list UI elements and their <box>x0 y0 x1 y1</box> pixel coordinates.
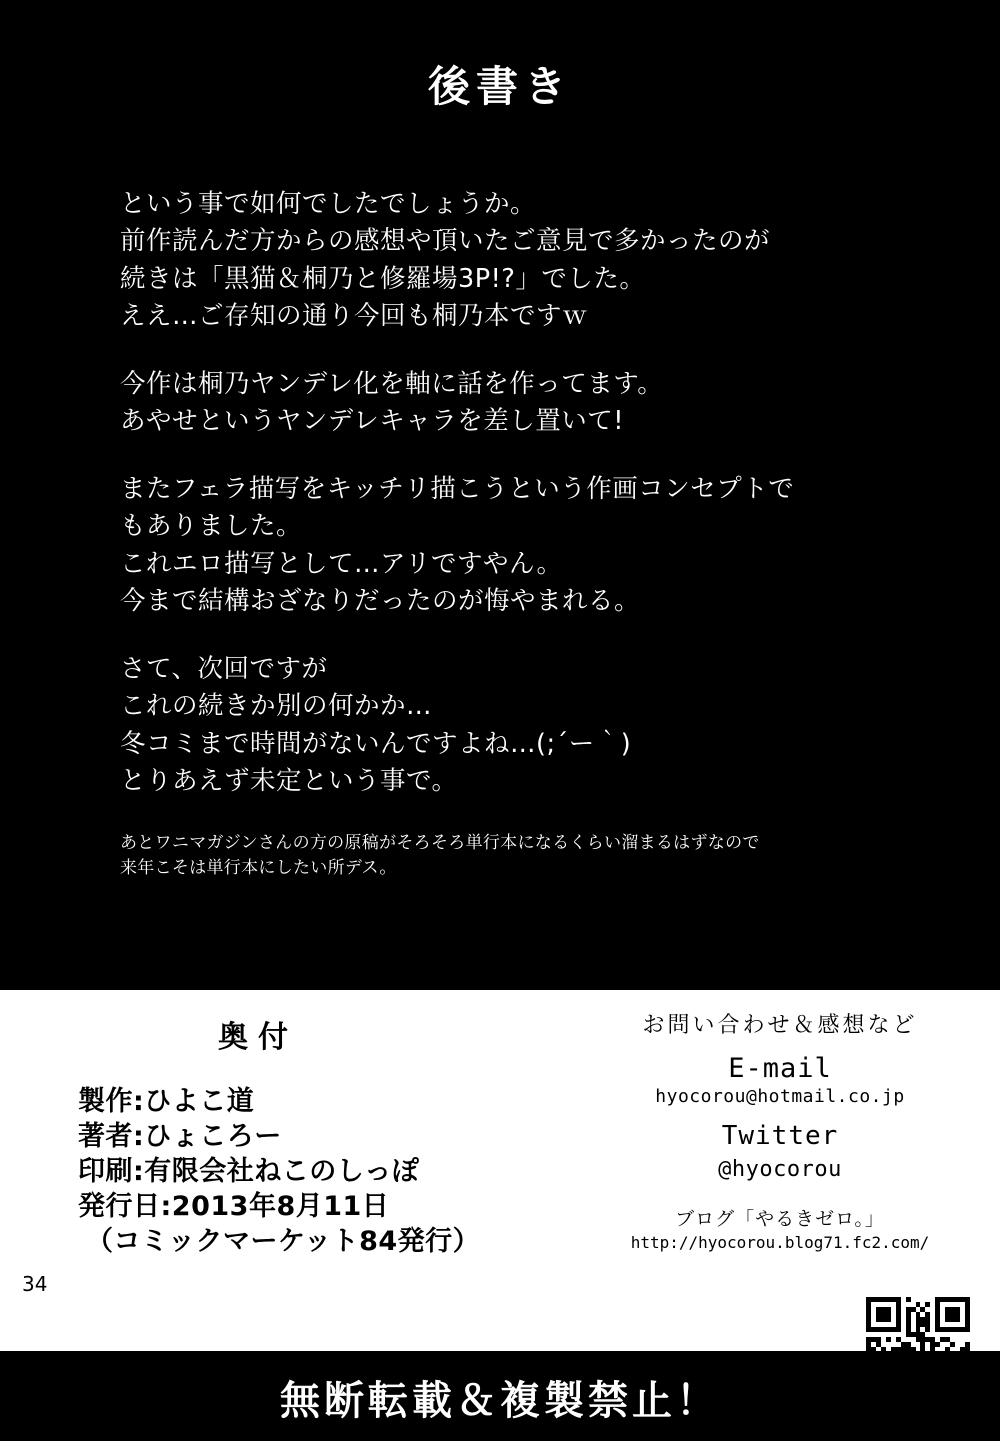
afterword-title: 後書き <box>427 62 572 111</box>
blog-label: ブログ「やるきゼロ。」 <box>675 1208 885 1230</box>
afterword-note-line: あとワニマガジンさんの方の原稿がそろそろ単行本になるくらい溜まるはずなので <box>120 832 760 853</box>
contact-heading: お問い合わせ＆感想など <box>642 1013 918 1038</box>
afterword-line: 続きは「黒猫＆桐乃と修羅場3P!?」でした。 <box>120 263 646 294</box>
afterword-note <box>120 831 910 882</box>
colophon-credit-line: 発行日:2013年8月11日 <box>78 1191 390 1223</box>
afterword-line: 前作読んだ方からの感想や頂いたご意見で多かったのが <box>120 226 771 257</box>
afterword-line: またフェラ描写をキッチリ描こうという作画コンセプトで <box>120 473 795 504</box>
colophon-credit-line: （コミックマーケット84発行） <box>86 1226 481 1258</box>
copyright-banner <box>0 1351 1000 1441</box>
afterword-paragraph <box>120 366 910 441</box>
afterword-line: もありました。 <box>120 511 303 542</box>
afterword-paragraph <box>120 471 910 621</box>
email-label: E-mail <box>728 1053 832 1084</box>
afterword-line: これの続きか別の何かか… <box>120 691 433 722</box>
afterword-line: さて、次回ですが <box>120 653 328 684</box>
twitter-label: Twitter <box>721 1121 839 1151</box>
afterword-line: という事で如何でしたでしょうか。 <box>120 189 537 219</box>
afterword-body <box>120 186 910 882</box>
afterword-line: これエロ描写として…アリですやん。 <box>120 548 563 579</box>
colophon-credit-list <box>0 1056 560 1259</box>
copyright-banner-text: 無断転載＆複製禁止！ <box>280 1378 720 1424</box>
afterword-line: 今作は桐乃ヤンデレ化を軸に話を作ってます。 <box>120 368 664 399</box>
email-value[interactable]: hyocorou@hotmail.co.jp <box>655 1086 905 1107</box>
colophon-section <box>0 990 1000 1351</box>
afterword-line: 冬コミまで時間がないんですよね…(;´ー｀) <box>120 728 632 759</box>
twitter-handle[interactable]: @hyocorou <box>718 1157 842 1182</box>
afterword-line: ええ…ご存知の通り今回も桐乃本ですｗ <box>120 301 589 332</box>
afterword-paragraph <box>120 651 910 801</box>
afterword-note-line: 来年こそは単行本にしたい所デス。 <box>120 858 397 879</box>
colophon-credits <box>0 990 560 1351</box>
afterword-line: 今まで結構おざなりだったのが悔やまれる。 <box>120 586 641 617</box>
colophon-credit-line: 製作:ひよこ道 <box>78 1086 255 1117</box>
colophon-credit-line: 印刷:有限会社ねこのしっぽ <box>78 1156 420 1188</box>
afterword-paragraph <box>120 186 910 336</box>
afterword-line: あやせというヤンデレキャラを差し置いて! <box>120 406 624 437</box>
page-number: 34 <box>22 1272 48 1296</box>
colophon-title: 奥付 <box>218 1020 298 1055</box>
colophon-credit-line: 著者:ひょころー <box>78 1121 282 1153</box>
afterword-line: とりあえず未定という事で。 <box>120 766 458 797</box>
blog-url[interactable]: http://hyocorou.blog71.fc2.com/ <box>630 1233 930 1252</box>
